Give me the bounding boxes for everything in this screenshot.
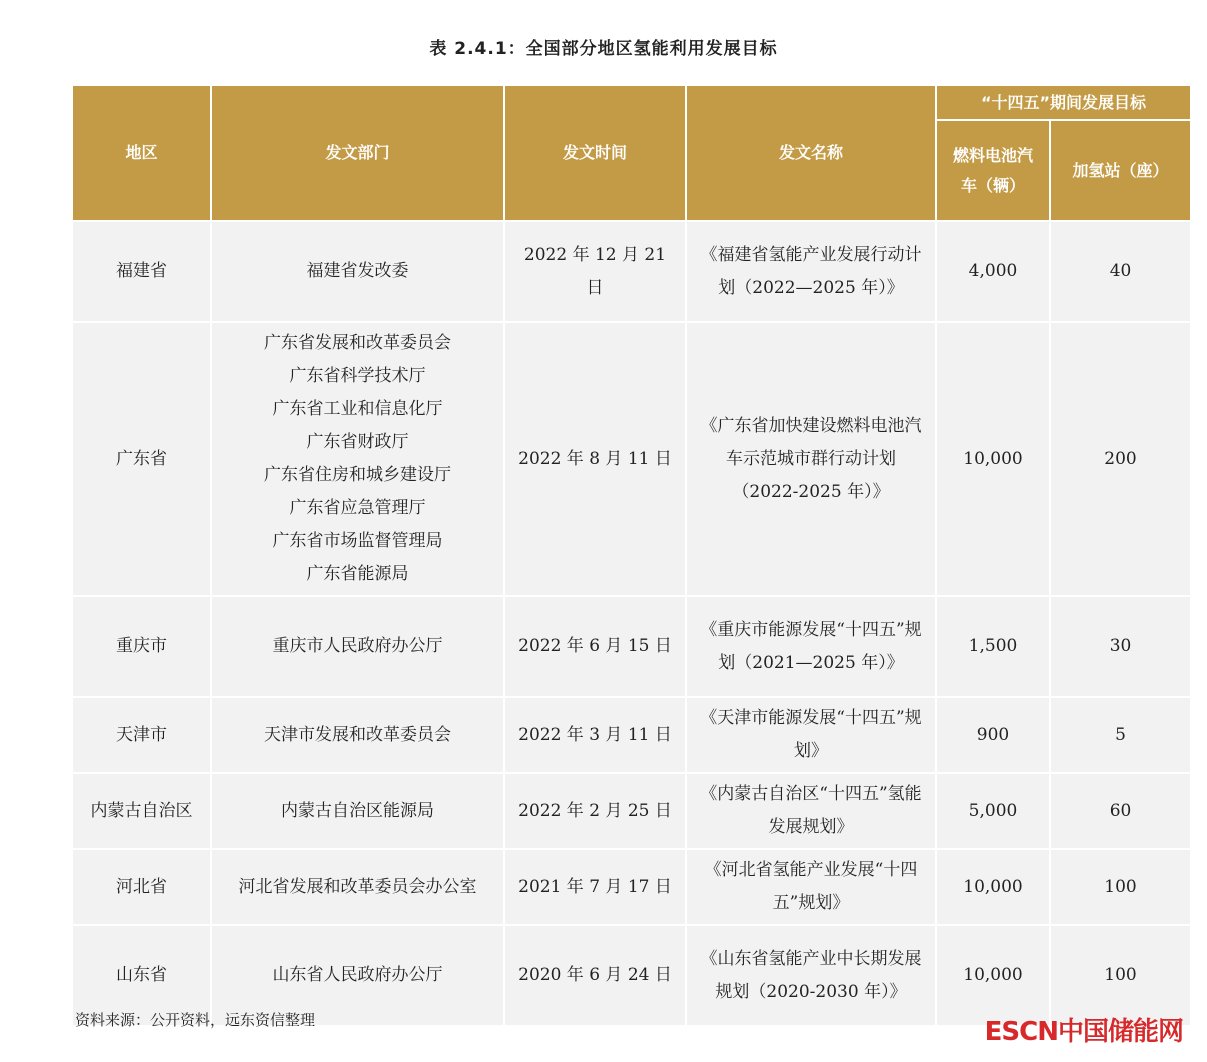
hydrogen-targets-table bbox=[73, 86, 1190, 1027]
cell-department: 天津市发展和改革委员会 bbox=[211, 697, 504, 773]
cell-department bbox=[211, 322, 504, 596]
cell-stations: 30 bbox=[1050, 596, 1190, 697]
cell-department: 山东省人民政府办公厅 bbox=[211, 925, 504, 1026]
header-region: 地区 bbox=[73, 86, 211, 221]
cell-stations: 100 bbox=[1050, 849, 1190, 925]
cell-stations: 60 bbox=[1050, 773, 1190, 849]
cell-department: 内蒙古自治区能源局 bbox=[211, 773, 504, 849]
cell-fcv: 10,000 bbox=[936, 322, 1050, 596]
department-line: 广东省能源局 bbox=[306, 564, 409, 584]
cell-region: 内蒙古自治区 bbox=[73, 773, 211, 849]
cell-doc-name: 《福建省氢能产业发展行动计划（2022—2025 年）》 bbox=[686, 221, 936, 322]
cell-date: 2022 年 12 月 21 日 bbox=[504, 221, 686, 322]
department-line: 广东省科学技术厅 bbox=[289, 366, 426, 386]
escn-logo: ESCN中国储能网 bbox=[984, 1017, 1183, 1047]
header-fcv: 燃料电池汽车（辆） bbox=[936, 120, 1050, 221]
table-row bbox=[73, 322, 1190, 596]
cell-stations: 200 bbox=[1050, 322, 1190, 596]
cell-stations: 5 bbox=[1050, 697, 1190, 773]
table-row bbox=[73, 221, 1190, 322]
cell-date: 2022 年 3 月 11 日 bbox=[504, 697, 686, 773]
cell-date: 2020 年 6 月 24 日 bbox=[504, 925, 686, 1026]
cell-doc-name: 《山东省氢能产业中长期发展规划（2020-2030 年）》 bbox=[686, 925, 936, 1026]
cell-doc-name: 《内蒙古自治区“十四五”氢能发展规划》 bbox=[686, 773, 936, 849]
header-group-targets: “十四五”期间发展目标 bbox=[936, 86, 1190, 120]
cell-fcv: 5,000 bbox=[936, 773, 1050, 849]
cell-fcv: 10,000 bbox=[936, 925, 1050, 1026]
cell-region: 广东省 bbox=[73, 322, 211, 596]
header-stations: 加氢站（座） bbox=[1050, 120, 1190, 221]
cell-department: 福建省发改委 bbox=[211, 221, 504, 322]
department-line: 广东省市场监督管理局 bbox=[272, 531, 443, 551]
department-line: 广东省财政厅 bbox=[306, 432, 409, 452]
cell-region: 福建省 bbox=[73, 221, 211, 322]
department-line: 广东省工业和信息化厅 bbox=[272, 399, 443, 419]
cell-date: 2022 年 2 月 25 日 bbox=[504, 773, 686, 849]
cell-doc-name: 《天津市能源发展“十四五”规划》 bbox=[686, 697, 936, 773]
table-row bbox=[73, 697, 1190, 773]
cell-date: 2022 年 6 月 15 日 bbox=[504, 596, 686, 697]
cell-doc-name: 《重庆市能源发展“十四五”规划（2021—2025 年）》 bbox=[686, 596, 936, 697]
table-title: 表 2.4.1：全国部分地区氢能利用发展目标 bbox=[429, 39, 778, 59]
source-note: 资料来源：公开资料，远东资信整理 bbox=[75, 1011, 316, 1029]
cell-date: 2022 年 8 月 11 日 bbox=[504, 322, 686, 596]
cell-fcv: 10,000 bbox=[936, 849, 1050, 925]
table-row bbox=[73, 849, 1190, 925]
header-doc-name: 发文名称 bbox=[686, 86, 936, 221]
cell-region: 重庆市 bbox=[73, 596, 211, 697]
cell-fcv: 1,500 bbox=[936, 596, 1050, 697]
header-department: 发文部门 bbox=[211, 86, 504, 221]
cell-date: 2021 年 7 月 17 日 bbox=[504, 849, 686, 925]
department-line: 广东省住房和城乡建设厅 bbox=[264, 465, 451, 485]
cell-fcv: 4,000 bbox=[936, 221, 1050, 322]
department-line: 广东省发展和改革委员会 bbox=[264, 333, 451, 353]
table-row bbox=[73, 596, 1190, 697]
cell-region: 山东省 bbox=[73, 925, 211, 1026]
department-line: 广东省应急管理厅 bbox=[289, 498, 426, 518]
header-date: 发文时间 bbox=[504, 86, 686, 221]
cell-stations: 40 bbox=[1050, 221, 1190, 322]
cell-region: 河北省 bbox=[73, 849, 211, 925]
cell-doc-name: 《河北省氢能产业发展“十四五”规划》 bbox=[686, 849, 936, 925]
cell-doc-name: 《广东省加快建设燃料电池汽车示范城市群行动计划（2022-2025 年）》 bbox=[686, 322, 936, 596]
cell-region: 天津市 bbox=[73, 697, 211, 773]
table-row bbox=[73, 773, 1190, 849]
cell-department: 河北省发展和改革委员会办公室 bbox=[211, 849, 504, 925]
cell-fcv: 900 bbox=[936, 697, 1050, 773]
cell-department: 重庆市人民政府办公厅 bbox=[211, 596, 504, 697]
cell-stations: 100 bbox=[1050, 925, 1190, 1026]
